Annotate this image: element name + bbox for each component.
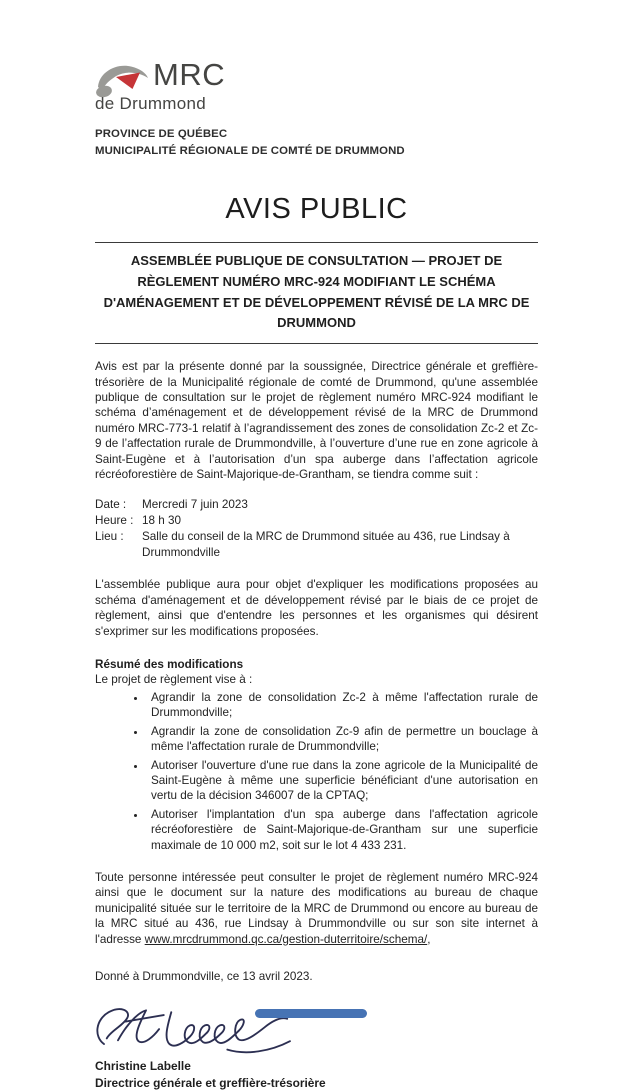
scroll-indicator[interactable] [255, 1009, 367, 1018]
consultation-paragraph [95, 870, 538, 947]
letterhead-province: PROVINCE DE QUÉBEC [95, 128, 228, 140]
mrc-drummond-logo [95, 58, 265, 112]
modification-item: • Agrandir la zone de consolidation Zc-9 afin de permettre un bouclage à même l'affectation rurale de Drummondville; [147, 724, 538, 755]
intro-paragraph: Avis est par la présente donné par la soussignée, Directrice générale et greffière-trésorière de la Municipalité régionale de comté de Drummond, qu'une assemblée publique de consultation sur le projet de règlement numéro MRC-924 modifiant le schéma d’aménagement et de développement révisé de la MRC de Drummond numéro MRC-773-1 relatif à l’agrandissement des zones de consolidation Zc-2 et Zc-9 de l’affectation rurale de Drummondville, à l’ouverture d’une rue en zone agricole à Saint-Eugène et à l’autorisation d’un spa auberge dans l’affectation agricole récréoforestière de Saint-Majorique-de-Grantham, se tiendra comme suit : [95, 360, 538, 482]
meeting-time-row [95, 513, 538, 529]
signatory-title: Directrice générale et greffière-trésorière [95, 1076, 326, 1090]
modifications-list [95, 690, 538, 853]
consultation-text-after: , [427, 932, 431, 946]
website-link[interactable]: www.mrcdrummond.qc.ca/gestion-duterritoire/schema/ [144, 932, 428, 946]
summary-intro: Le projet de règlement vise à : [95, 672, 253, 686]
meeting-time-value: 18 h 30 [142, 513, 181, 527]
summary-heading: Résumé des modifications [95, 657, 244, 671]
modification-item: • Autoriser l'implantation d'un spa auberge dans l'affectation agricole récréoforestière de Saint-Majorique-de-Grantham sur une superficie maximale de 10 000 m2, soit sur le lot 4 433 231. [147, 807, 538, 853]
signatory-name: Christine Labelle [95, 1059, 191, 1074]
meeting-date-label: Date : [95, 497, 127, 511]
meeting-place-label: Lieu : [95, 529, 124, 543]
meeting-place-row [95, 529, 538, 561]
page-title: AVIS PUBLIC [225, 193, 408, 226]
notice-subject-box: ASSEMBLÉE PUBLIQUE DE CONSULTATION — PROJET DE RÈGLEMENT NUMÉRO MRC-924 MODIFIANT LE SCHÉMA D'AMÉNAGEMENT ET DE DÉVELOPPEMENT RÉVISÉ DE LA MRC DE DRUMMOND [95, 242, 538, 344]
dateline: Donné à Drummondville, ce 13 avril 2023. [95, 970, 313, 984]
meeting-date-row [95, 497, 538, 513]
letterhead-municipality: MUNICIPALITÉ RÉGIONALE DE COMTÉ DE DRUMMOND [95, 144, 405, 157]
logo-brand-subtext: de Drummond [95, 94, 207, 113]
modification-item: • Agrandir la zone de consolidation Zc-2 à même l'affectation rurale de Drummondville; [147, 690, 538, 721]
consultation-text-before: Toute personne intéressée peut consulter le projet de règlement numéro MRC-924 ainsi que le document sur la nature des modifications au bureau de chaque municipalité située sur le territoire de la MRC de Drummond ou encore au bureau de la MRC situé au 436, rue Lindsay à Drummondville ou sur son site internet à l'adresse [95, 871, 538, 946]
meeting-details [95, 497, 538, 562]
logo-brand-text: MRC [153, 57, 226, 92]
meeting-date-value: Mercredi 7 juin 2023 [142, 497, 248, 511]
meeting-time-label: Heure : [95, 513, 134, 527]
letterhead [95, 126, 538, 159]
modification-item: • Autoriser l'ouverture d'une rue dans la zone agricole de la Municipalité de Saint-Eugène à même une superficie bénéficiant d'une autorisation en vertu de la décision 346007 de la CPTAQ; [147, 758, 538, 804]
meeting-place-value: Salle du conseil de la MRC de Drummond située au 436, rue Lindsay à Drummondville [142, 529, 510, 560]
purpose-paragraph: L'assemblée publique aura pour objet d'expliquer les modifications proposées au schéma d'aménagement et de développement révisé par le biais de ce projet de règlement, ainsi que d'entendre les personnes et les organismes qui désirent s'exprimer sur les modifications proposées. [95, 578, 538, 638]
